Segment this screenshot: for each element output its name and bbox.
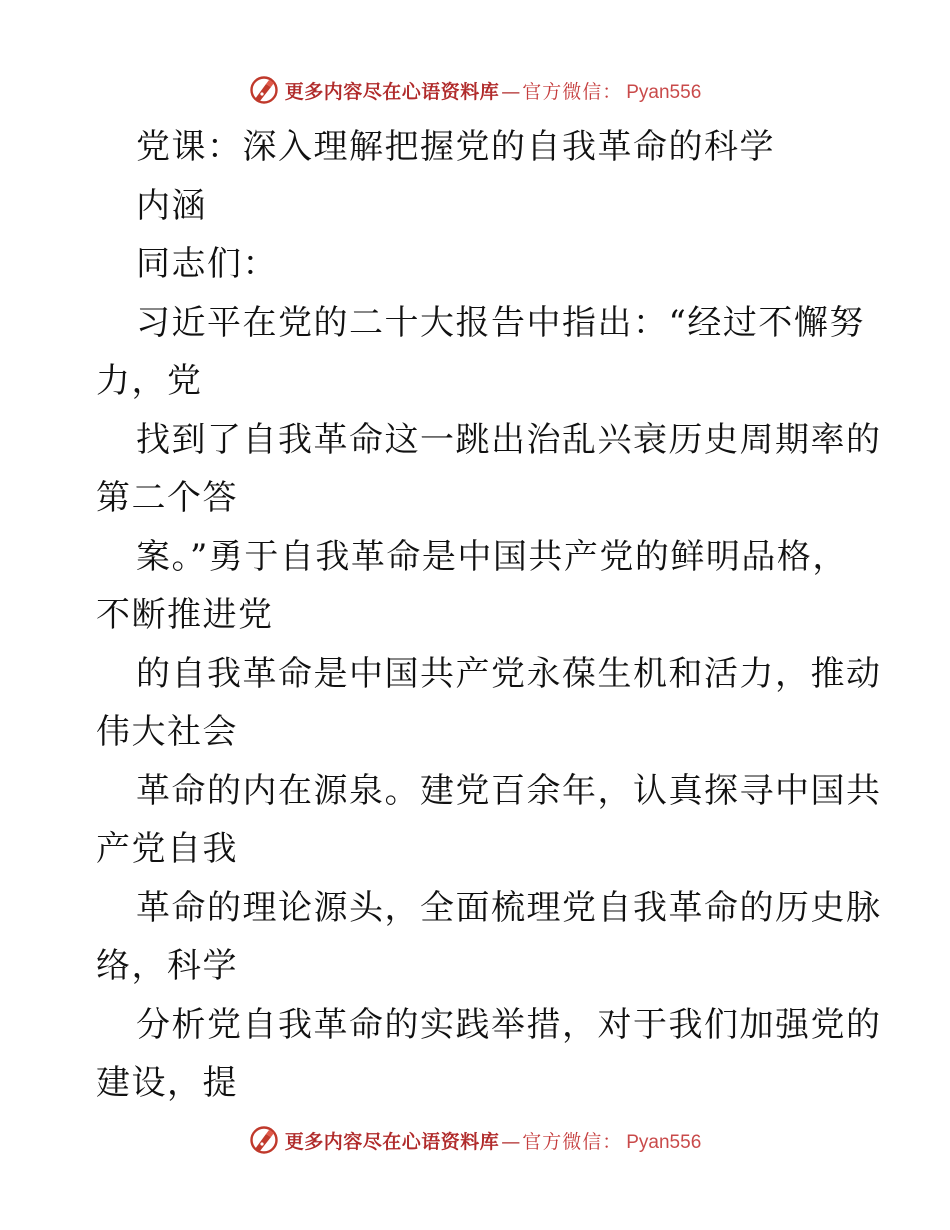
header-banner: [0, 70, 950, 110]
paragraph-line: 建设，提: [96, 1063, 238, 1103]
banner-main-text: 更多内容尽在心语资料库: [284, 1130, 500, 1153]
paragraph-line: 革命的内在源泉。建党百余年，认真探寻中国共: [136, 770, 882, 811]
paragraph-line: 伟大社会: [96, 712, 238, 752]
paragraph-line: 习近平在党的二十大报告中指出：“经过不懈努: [136, 302, 865, 343]
paragraph-line: 的自我革命是中国共产党永葆生机和活力，推动: [136, 653, 882, 694]
banner-wechat-label: 官方微信：: [522, 1130, 623, 1153]
paragraph-line: 产党自我: [96, 829, 238, 869]
pen-nib-logo-icon: [249, 1125, 279, 1155]
paragraph-line: 分析党自我革命的实践举措，对于我们加强党的: [136, 1004, 882, 1045]
document-title-line: 党课：深入理解把握党的自我革命的科学: [136, 127, 775, 167]
banner-text: [285, 77, 702, 104]
footer-banner: [0, 1120, 950, 1160]
banner-wechat-id: Pyan556: [626, 1131, 702, 1153]
paragraph-line: 不断推进党: [96, 595, 274, 635]
document-body: [96, 118, 882, 1113]
banner-separator: —: [501, 1130, 521, 1153]
paragraph-line: 同志们：: [136, 244, 278, 284]
banner-main-text: 更多内容尽在心语资料库: [284, 80, 500, 103]
paragraph-line: 力，党: [96, 361, 203, 401]
banner-separator: —: [501, 80, 521, 103]
paragraph-line: 革命的理论源头，全面梳理党自我革命的历史脉: [136, 887, 882, 928]
paragraph-line: 第二个答: [96, 478, 238, 518]
paragraph-line: 络，科学: [96, 946, 238, 986]
paragraph-line: 找到了自我革命这一跳出治乱兴衰历史周期率的: [136, 419, 882, 460]
paragraph-line: 案。”勇于自我革命是中国共产党的鲜明品格，: [136, 536, 848, 577]
paragraph-line: 内涵: [136, 185, 207, 226]
banner-wechat-id: Pyan556: [626, 81, 702, 103]
banner-text: [285, 1127, 702, 1154]
pen-nib-logo-icon: [249, 75, 279, 105]
banner-wechat-label: 官方微信：: [522, 80, 623, 103]
